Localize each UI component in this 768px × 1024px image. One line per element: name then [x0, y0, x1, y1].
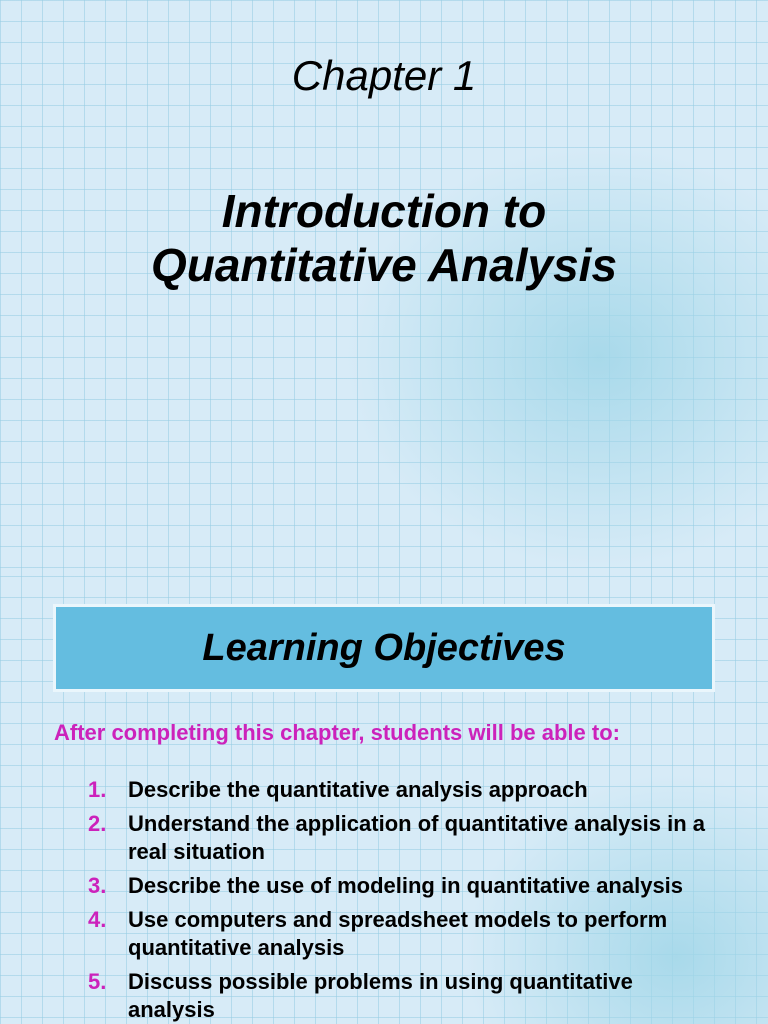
objective-number: 2.: [88, 811, 107, 836]
objective-number: 5.: [88, 969, 107, 994]
objective-list: [88, 776, 708, 1024]
slide-title: [0, 184, 768, 292]
chapter-label: Chapter 1: [291, 52, 477, 99]
objectives-intro: After completing this chapter, students will be able to:: [54, 720, 620, 745]
objective-number: 3.: [88, 873, 107, 898]
objective-item-5: [88, 968, 708, 1024]
objective-item-1: [88, 776, 708, 804]
objective-text: Discuss possible problems in using quantitative analysis: [128, 969, 633, 1022]
objective-text: Describe the quantitative analysis approach: [128, 777, 588, 802]
objective-text: Understand the application of quantitative analysis in a real situation: [128, 811, 705, 864]
objective-text: Describe the use of modeling in quantitative analysis: [128, 873, 684, 898]
learning-objectives-slide: [0, 576, 768, 1024]
objective-number: 4.: [88, 907, 107, 932]
objective-text: Use computers and spreadsheet models to perform quantitative analysis: [128, 907, 668, 960]
objective-item-2: [88, 810, 708, 866]
objective-item-4: [88, 906, 708, 962]
objective-item-3: [88, 872, 708, 900]
objective-number: 1.: [88, 777, 107, 802]
objectives-heading: Learning Objectives: [202, 626, 566, 669]
slide-title-line-1: Introduction to: [221, 185, 547, 237]
slide-title-line-2: Quantitative Analysis: [150, 239, 618, 291]
objectives-banner: [53, 604, 715, 692]
